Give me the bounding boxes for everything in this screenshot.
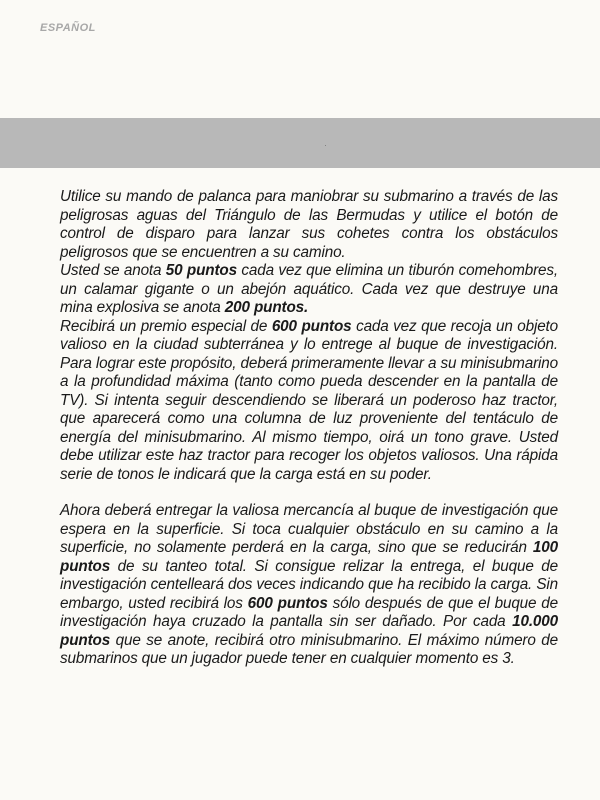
header-band [0,118,600,168]
paragraph-gap [60,484,558,502]
points-50: 50 puntos [165,262,237,279]
instructions-text [60,188,558,669]
paragraph-scoring: Usted se anota 50 puntos cada vez que elimina un tiburón comehombres, un calamar gigante o un abejón aquático. Cada vez que destruye una mina explosiva se anota 200 puntos. [60,262,558,316]
points-100: 100 puntos [60,539,558,575]
paragraph-controls: Utilice su mando de palanca para maniobrar su submarino a través de las peligrosas aguas del Triángulo de las Bermudas y utilice el botón de control de disparo para lanzar sus cohetes contra los obstáculos peligrosos que se encuentren a su camino. [60,188,558,261]
paragraph-treasure: Recibirá un premio especial de 600 puntos cada vez que recoja un objeto valioso en la ciudad subterránea y lo entrege al buque de investigación. Para lograr este propósito, deberá primeramente llevar a su minisubmarino a la profundidad máxima (tanto como pueda descender en la pantalla de TV). Si intenta seguir descendiendo se liberará un poderoso haz tractor, que aparecerá como una columna de luz proveniente del tentáculo de energía del minisubmarino. Al mismo tiempo, oirá un tono grave. Usted debe utilizar este haz tractor para recoger los objetos valiosos. Una rápida serie de tonos le indicará que la carga está en su poder. [60,317,559,483]
points-600-delivery: 600 puntos [247,594,328,612]
paragraph-delivery: Ahora deberá entregar la valiosa mercancía al buque de investigación que espera en la superficie. Si toca cualquier obstáculo en su camino a la superficie, no solamente perderá en la carga, sino que se reducirán 100 puntos de su tanteo total. Si consigue relizar la entrega, el buque de investigación centelleará dos veces indicando que ha recibido la carga. Sin embargo, usted recibirá los 600 puntos sólo después de que el buque de investigación haya cruzado la pantalla sin ser dañado. Por cada 10.000 puntos que se anote, recibirá otro minisubmarino. El máximo número de submarinos que un jugador puede tener en cualquier momento es 3. [60,502,558,667]
band-mark: · [324,140,327,150]
points-600: 600 puntos [271,317,352,335]
points-10000: 10.000 puntos [60,613,558,649]
points-200: 200 puntos. [224,299,309,316]
language-label: ESPAÑOL [40,22,96,34]
